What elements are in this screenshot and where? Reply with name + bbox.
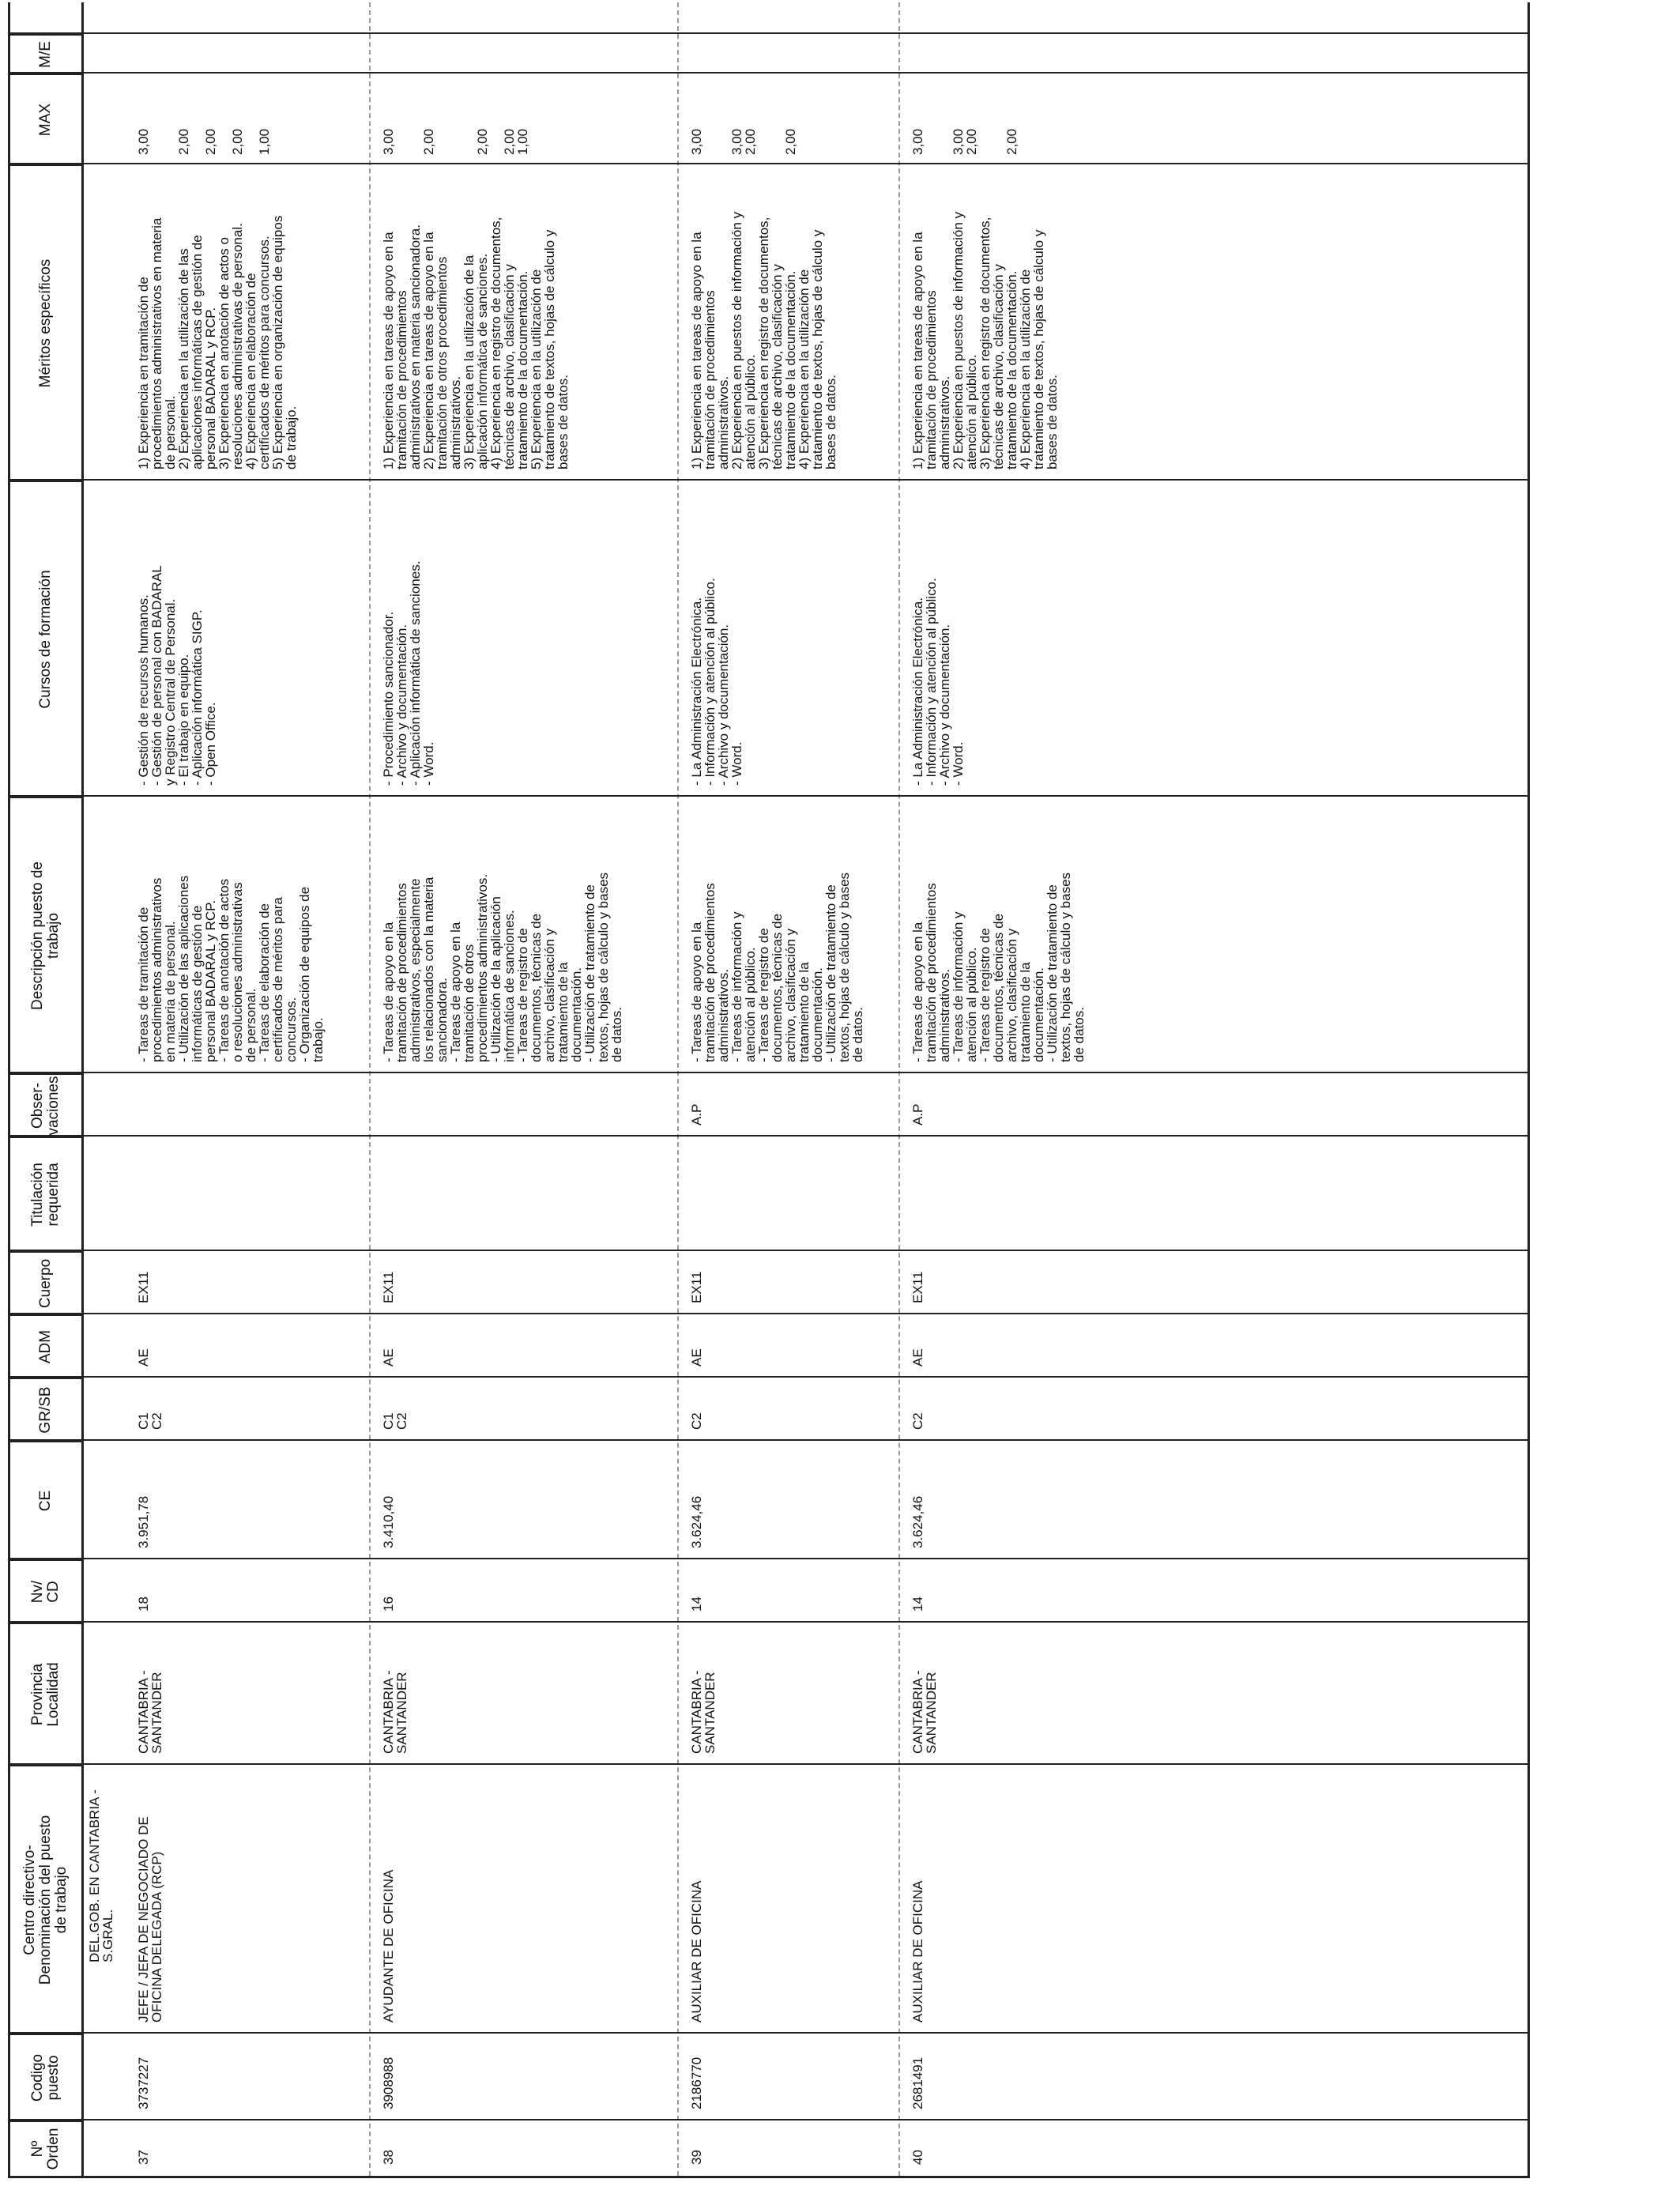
cell-descripcion: - Tareas de apoyo en la tramitación de procedimientos administrativos, especialmente los relacionados con la materia sancionadora. - Tareas de apoyo en la tramitación de otros procedimientos administrativos. - Utilización de la aplicación informática de sanciones. - Tareas de registro de documentos, técnicas de archivo, clasificación y tratamiento de la documentación. - Utilización de tratamiento de textos, hojas de cálculo y bases de datos.	[381, 872, 624, 1062]
header-col-grupo: GR/SB	[10, 1378, 81, 1441]
cell-orden: 37	[136, 2150, 151, 2165]
job-positions-table	[8, 2, 1530, 2178]
cell-cursos: - Gestión de recursos humanos. - Gestión de personal con BADARAL y Registro Central de Personal. - El trabajo en equipo. - Aplicación informática SIGP. - Open Office.	[136, 565, 218, 786]
cell-provincia: CANTABRIA - SANTANDER	[381, 1670, 409, 1754]
cell-meritos: 1) Experiencia en tareas de apoyo en la tramitación de procedimientos administrativos en materia sancionadora. 2) Experiencia en tareas de apoyo en la tramitación de otros procedimientos administrativos. 3) Experiencia en la utilización de la aplicación informática de sanciones. 4) Experiencia en registro de documentos, técnicas de archivo, clasificación y tratamiento de la documentación. 5) Experiencia en la utilización de tratamiento de textos, hojas de cálculo y bases de datos.	[381, 217, 571, 469]
cell-codigo: 2186770	[689, 2056, 704, 2109]
max-score: 2,00	[203, 128, 218, 155]
header-col-titulacion: Titulación requerida	[10, 1137, 81, 1251]
max-score: 3,00	[381, 128, 396, 155]
header-col-codigo: Codigo puesto	[10, 2034, 81, 2120]
max-score: 2,00	[964, 128, 979, 155]
cell-ce: 3.410,40	[381, 1495, 396, 1548]
cell-grupo: C2	[689, 1412, 704, 1430]
column-rule	[10, 1313, 1527, 1378]
header-col-cursos: Cursos de formación	[10, 481, 81, 797]
cell-cursos: - Procedimiento sancionador. - Archivo y documentación. - Aplicación informática de sanciones. - Word.	[381, 560, 436, 786]
cell-adm: AE	[381, 1348, 396, 1367]
cell-meritos: 1) Experiencia en tareas de apoyo en la tramitación de procedimientos administrativos. 2) Experiencia en puestos de información y atención al público. 3) Experiencia en registro de documentos, técnicas de archivo, clasificación y tratamiento de la documentación. 4) Experiencia en la utilización de tratamiento de textos, hojas de cálculo y bases de datos.	[689, 211, 838, 469]
header-col-ce: CE	[10, 1441, 81, 1559]
cell-denominacion: AYUDANTE DE OFICINA	[381, 1869, 396, 2022]
header-col-descripcion: Descripción puesto de trabajo	[10, 797, 81, 1073]
cell-orden: 39	[689, 2150, 704, 2165]
max-score: 2,00	[1004, 128, 1019, 155]
cell-ce: 3.951,78	[136, 1495, 151, 1548]
cell-meritos: 1) Experiencia en tramitación de procedimientos administrativos en materia de personal. 2) Experiencia en la utilización de las aplicaciones informáticas de gestión de personal BADARAL y RCP. 3) Experiencia en anotación de actos o resoluciones administrativas de personal. 4) Experiencia en elaboración de certificados de méritos para concursos. 5) Experiencia en organización de equipos de trabajo.	[136, 215, 299, 469]
max-score: 3,00	[729, 128, 744, 155]
cell-adm: AE	[689, 1348, 704, 1367]
max-score: 2,00	[176, 128, 191, 155]
max-score: 3,00	[689, 128, 704, 155]
header-col-centro: Centro directivo- Denominación del puesto de trabajo	[10, 1765, 81, 2034]
max-score: 3,00	[910, 128, 925, 155]
cell-codigo: 3908988	[381, 2056, 396, 2109]
cell-grupo: C1 C2	[381, 1412, 409, 1430]
cell-ce: 3.624,46	[910, 1495, 925, 1548]
cell-nivel: 16	[381, 1596, 396, 1612]
cell-cursos: - La Administración Electrónica. - Información y atención al público. - Archivo y documentación. - Word.	[910, 578, 966, 786]
cell-provincia: CANTABRIA - SANTANDER	[136, 1670, 164, 1754]
column-rule	[10, 1135, 1527, 1251]
max-score: 1,00	[515, 128, 530, 155]
centro-directivo-preamble: DEL.GOB. EN CANTABRIA - S.GRAL.	[87, 1789, 115, 1962]
column-rule	[10, 1439, 1527, 1559]
cell-grupo: C1 C2	[136, 1412, 164, 1430]
cell-provincia: CANTABRIA - SANTANDER	[689, 1670, 718, 1754]
max-score: 2,00	[502, 128, 517, 155]
cell-observaciones: A.P	[910, 1103, 925, 1125]
column-rule	[10, 2032, 1527, 2120]
cell-cursos: - La Administración Electrónica. - Información y atención al público. - Archivo y documentación. - Word.	[689, 578, 744, 786]
max-score: 3,00	[951, 128, 966, 155]
cell-denominacion: JEFE / JEFA DE NEGOCIADO DE OFICINA DELEGADA (RCP)	[136, 1816, 164, 2022]
max-score: 3,00	[136, 128, 151, 155]
column-rule	[10, 2119, 1527, 2176]
max-score: 1,00	[257, 128, 272, 155]
header-col-me: M/E	[10, 34, 81, 74]
column-rule	[10, 795, 1527, 1073]
header-col-cuerpo: Cuerpo	[10, 1251, 81, 1314]
column-rule	[10, 1072, 1527, 1137]
cell-cuerpo: EX11	[910, 1271, 925, 1303]
cell-cuerpo: EX11	[381, 1271, 396, 1303]
cell-meritos: 1) Experiencia en tareas de apoyo en la tramitación de procedimientos administrativos. 2) Experiencia en puestos de información y atención al público. 3) Experiencia en registro de documentos, técnicas de archivo, clasificación y tratamiento de la documentación. 4) Experiencia en la utilización de tratamiento de textos, hojas de cálculo y bases de datos.	[910, 211, 1060, 469]
cell-cuerpo: EX11	[689, 1271, 704, 1303]
header-col-observaciones: Obser- vaciones	[10, 1073, 81, 1137]
cell-grupo: C2	[910, 1412, 925, 1430]
cell-ce: 3.624,46	[689, 1495, 704, 1548]
max-score: 2,00	[230, 128, 245, 155]
header-col-orden: Nº Orden	[10, 2120, 81, 2176]
max-score: 2,00	[475, 128, 490, 155]
cell-observaciones: A.P	[689, 1103, 704, 1125]
cell-descripcion: - Tareas de apoyo en la tramitación de procedimientos administrativos. - Tareas de información y atención al público. - Tareas de registro de documentos, técnicas de archivo, clasificación y tratamiento de la documentación. - Utilización de tratamiento de textos, hojas de cálculo y bases de datos.	[910, 872, 1087, 1062]
header-col-adm: ADM	[10, 1314, 81, 1378]
cell-descripcion: - Tareas de tramitación de procedimientos administrativos en materia de personal. - Utilización de las aplicaciones informáticas de gestión de personal BADARAL y RCP. - Tareas de anotación de actos o resoluciones administrativas de personal. - Tareas de elaboración de certificados de méritos para concursos. - Organización de equipos de trabajo.	[136, 875, 326, 1062]
column-rule	[10, 1763, 1527, 2034]
cell-orden: 38	[381, 2150, 396, 2165]
cell-descripcion: - Tareas de apoyo en la tramitación de procedimientos administrativos. - Tareas de información y atención al público. - Tareas de registro de documentos, técnicas de archivo, clasificación y tratamiento de la documentación. - Utilización de tratamiento de textos, hojas de cálculo y bases de datos.	[689, 872, 865, 1062]
cell-nivel: 14	[689, 1596, 704, 1612]
cell-codigo: 3737227	[136, 2056, 151, 2109]
header-col-nivel: Nv/ CD	[10, 1559, 81, 1623]
max-score: 2,00	[783, 128, 798, 155]
max-score: 2,00	[421, 128, 436, 155]
header-col-max: MAX	[10, 74, 81, 164]
column-rule	[10, 72, 1527, 164]
cell-nivel: 14	[910, 1596, 925, 1612]
cell-denominacion: AUXILIAR DE OFICINA	[689, 1880, 704, 2022]
cell-nivel: 18	[136, 1596, 151, 1612]
max-score: 2,00	[743, 128, 758, 155]
cell-adm: AE	[136, 1348, 151, 1367]
column-rule	[10, 1558, 1527, 1623]
cell-orden: 40	[910, 2150, 925, 2165]
column-rule	[10, 1621, 1527, 1765]
cell-provincia: CANTABRIA - SANTANDER	[910, 1670, 939, 1754]
header-col-meritos: Méritos específicos	[10, 164, 81, 481]
header-col-provincia: Provincia Localidad	[10, 1623, 81, 1765]
column-rule	[10, 32, 1527, 74]
cell-adm: AE	[910, 1348, 925, 1367]
cell-codigo: 2681491	[910, 2056, 925, 2109]
cell-cuerpo: EX11	[136, 1271, 151, 1303]
column-rule	[10, 479, 1527, 797]
column-rule	[10, 163, 1527, 481]
cell-denominacion: AUXILIAR DE OFICINA	[910, 1880, 925, 2022]
column-rule	[10, 1250, 1527, 1314]
column-rule	[10, 1376, 1527, 1441]
